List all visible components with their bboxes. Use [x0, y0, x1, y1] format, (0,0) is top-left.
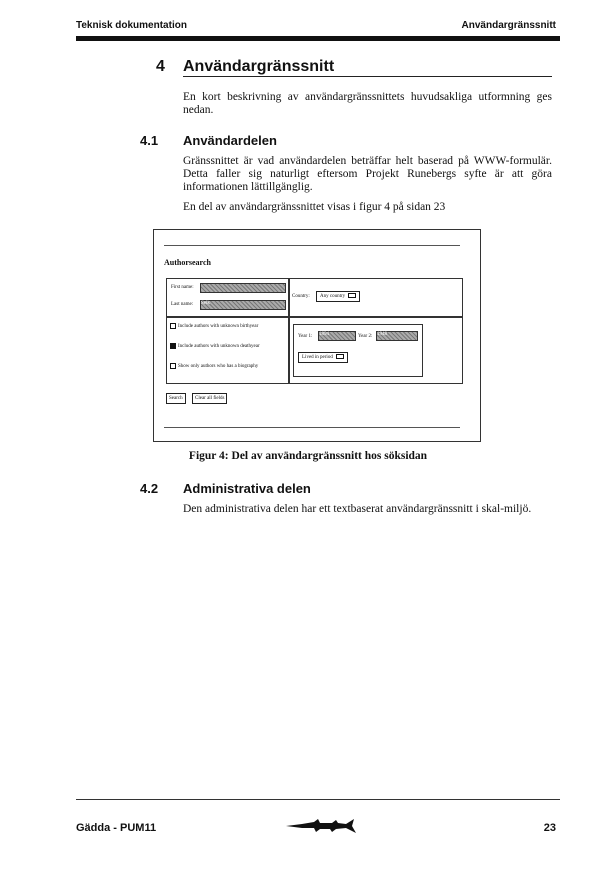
year-subpanel: [293, 324, 423, 377]
country-label: Country:: [292, 294, 310, 299]
section-4-1-title: Användardelen: [183, 133, 277, 148]
section-4-2-para1: Den administrativa delen har ett textbaserat användargränssnitt i skal-miljö.: [183, 503, 532, 515]
section-4-1-para2: En del av användargränssnittet visas i figur 4 på sidan 23: [183, 201, 446, 213]
period-select-value: Lived in period: [302, 355, 333, 360]
dropdown-arrow-icon: [336, 354, 344, 359]
header-right: Användargränssnitt: [461, 20, 556, 31]
first-name-label: First name:: [171, 285, 194, 290]
options-panel: [166, 316, 290, 384]
name-panel: [166, 278, 290, 318]
chapter-intro: En kort beskrivning av användargränssnittets huvudsakliga utformning ges nedan.: [183, 91, 552, 116]
figure-top-rule: [164, 245, 460, 246]
figure-bottom-rule: [164, 427, 460, 428]
authorsearch-title: Authorsearch: [164, 258, 211, 267]
checkbox-checked-icon: [170, 343, 176, 349]
section-4-1-para1: Gränssnittet är vad användardelen beträffar helt baserad på WWW-formulär. Detta faller sig naturligt eftersom Projekt Runebergs syfte är att göra informationen lättillgänglig.: [183, 155, 552, 193]
figure-frame: [153, 229, 481, 442]
pike-fish-logo-icon: [284, 818, 358, 834]
checkbox-unchecked-icon: [170, 323, 176, 329]
dropdown-arrow-icon: [348, 293, 356, 298]
header-left: Teknisk dokumentation: [76, 20, 187, 31]
header-rule: [76, 36, 560, 41]
section-4-2-number: 4.2: [140, 481, 159, 496]
checkbox-biography-label: Show only authors who has a biography: [178, 364, 259, 370]
checkbox-unknown-birthyear[interactable]: [170, 323, 288, 330]
year1-input[interactable]: 1894: [318, 331, 356, 341]
checkbox-biography[interactable]: [170, 363, 288, 370]
clear-all-fields-button[interactable]: Clear all fields: [192, 393, 227, 404]
year2-input[interactable]: 1948: [376, 331, 418, 341]
checkbox-unknown-deathyear[interactable]: [170, 343, 288, 350]
checkbox-unknown-birthyear-label: Include authors with unknown birthyear: [178, 324, 259, 330]
footer-rule: [76, 799, 560, 800]
period-select[interactable]: [298, 352, 348, 363]
country-select-value: Any country: [320, 294, 346, 299]
last-name-label: Last name:: [171, 302, 194, 307]
chapter-title: Användargränssnitt: [183, 58, 335, 75]
last-name-input[interactable]: Selk: [200, 300, 286, 310]
chapter-number: 4: [156, 58, 165, 75]
checkbox-unknown-deathyear-label: Include authors with unknown deathyear: [178, 344, 260, 350]
year-panel: [288, 316, 463, 384]
year1-label: Year 1:: [298, 334, 313, 339]
country-select[interactable]: [316, 291, 360, 302]
year2-label: Year 2:: [358, 334, 373, 339]
search-button[interactable]: Search: [166, 393, 186, 404]
figure-caption: Figur 4: Del av användargränssnitt hos söksidan: [188, 450, 428, 462]
footer-left: Gädda - PUM11: [76, 822, 157, 834]
checkbox-unchecked-icon: [170, 363, 176, 369]
first-name-input[interactable]: [200, 283, 286, 293]
chapter-rule: [183, 76, 552, 77]
section-4-1-number: 4.1: [140, 133, 159, 148]
country-panel: [288, 278, 463, 318]
page-number: 23: [543, 822, 556, 834]
section-4-2-title: Administrativa delen: [183, 481, 311, 496]
